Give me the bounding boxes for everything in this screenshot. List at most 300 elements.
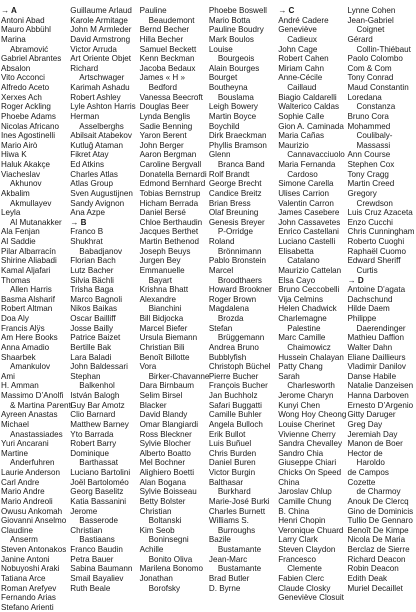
index-entry: Pablo Bronstein [208,256,267,266]
index-entry: Claude Closky [278,583,331,593]
index-entry: Roberto Cuoghi [347,237,405,246]
index-entry: Eliane Daillieurs [347,352,406,362]
index-entry: Candice Breitz [208,188,262,198]
index-entry: Emmanuelle [139,265,185,275]
index-entry: Dara Birnbaum [139,381,195,391]
index-entry: Coulibaly- [356,131,393,141]
index-entry: Robert Cahen [278,54,329,64]
index-entry: Richard Deacon [347,554,406,564]
index-entry: James « H » [139,73,186,83]
index-entry: Marco Bagnoli [70,294,123,304]
index-entry: Jean-Marc [208,554,248,564]
index-entry: Matthew Barney [70,419,129,429]
index-entry: Com & Com [347,63,392,73]
index-entry: Boychild [208,121,240,131]
index-entry: Dirk Braeckman [208,131,267,141]
letter-heading: → B [70,217,87,227]
index-entry: Francis Alÿs [1,323,45,333]
index-entry: Phoebe Adams [1,111,56,121]
index-entry: Vora [139,362,157,372]
index-entry: James Casebere [278,208,340,218]
index-entry: Selim Birsel [139,391,183,400]
index-entry: Sabina Baumann [70,564,133,574]
index-entry: Walterico Caldas [278,102,340,112]
index-entry: Charles Atlas [70,169,118,179]
index-entry: Vanessa Beecroft [139,92,203,102]
index-entry: Christian [139,506,172,516]
index-entry: Bedford [148,83,177,92]
index-entry: John Cassavetes [278,217,341,227]
index-entry: Broodthaers [217,275,262,285]
index-entry: Elisabetta [278,246,314,256]
index-entry: Nobuyoshi Araki [1,564,60,574]
index-entry: Oscar Bailliff [70,314,116,323]
index-entry: Sadie Benning [139,121,193,131]
index-entry: Vladimir Danilov [347,362,406,372]
index-column-5 [278,6,346,603]
index-entry: Stephen Cox [347,160,395,169]
index-entry: Aaron Bergman [139,150,197,160]
index-entry: Josse Bailly [70,323,114,333]
index-entry: Bruno Cora [347,111,389,121]
index-entry: Shirine Aliabadi [1,256,57,266]
index-entry: Stephan [70,371,101,381]
letter-heading: → D [347,275,364,285]
index-entry: Mohammed [347,121,391,131]
index-entry: Martine [1,448,28,458]
index-entry: Bourget [208,73,238,83]
index-entry: Enrico Castellani [278,227,339,237]
index-entry: Karimah Ashadu [70,83,130,92]
index-entry: Williams S. [208,516,249,526]
index-entry: Sophie Calle [278,111,325,121]
index-entry: Marc Camille [278,333,326,343]
index-column-1 [1,6,73,612]
index-entry: Antoine D’agata [347,285,406,295]
index-entry: Greg Day [347,419,383,429]
index-entry: Wong Hoy Cheong [278,410,347,420]
index-entry: Robert Altman [1,304,53,314]
index-entry: Lynda Benglis [139,111,191,121]
index-entry: Maria Cañas [278,131,325,141]
index-entry: Katia Bassanini [70,496,127,506]
index-entry: Massimo D’Anolfi [1,391,64,400]
index-entry: John Berger [139,140,184,150]
index-entry: Thomas [1,275,31,285]
index-entry: Pauline [139,6,167,15]
index-entry: Alain Bourges [208,63,260,73]
index-entry: Bertille Bak [70,342,112,352]
index-entry: Bustamante [217,545,262,554]
index-entry: Larry Clark [278,535,318,545]
index-entry: Hussein Chalayan [278,352,344,362]
index-entry: Simone Carella [278,179,334,189]
index-entry: Burroughs [217,525,256,535]
index-entry: Florian Bach [70,256,116,266]
letter-heading: → C [278,6,295,15]
index-entry: Shaarbek [1,352,36,362]
index-entry: Sandro Chia [278,448,324,458]
index-entry: Allen Harris [10,285,52,295]
index-entry: Roland [208,237,235,246]
index-entry: Sandy Avignon [70,198,125,208]
index-entry: Constanza [356,102,396,112]
index-entry: Crewdson [356,198,393,208]
index-entry: Yaron Berent [139,131,187,141]
index-entry: Loredana [347,92,382,102]
index-entry: Valentin Carron [278,198,334,208]
index-entry: Olaf Breuning [208,208,259,218]
index-entry: Francesco [278,554,316,564]
index-entry: Daniel Bersé [139,208,186,218]
index-entry: Chaimowicz [287,342,331,352]
index-entry: Mario Botta [208,15,251,25]
index-column-4 [209,6,277,593]
index-entry: Claudine [1,525,33,535]
index-entry: David Armstrong [70,34,131,44]
index-entry: Angela Bulloch [208,419,263,429]
index-entry: Jerome Charyn [278,391,334,400]
index-entry: Gitty Daruger [347,410,396,420]
index-entry: Christian Bili [139,342,185,352]
index-entry: Guy Bar Amotz [70,400,125,410]
index-entry: Abilsait Atabekov [70,131,132,141]
index-entry: Lynne Cohen [347,6,396,15]
index-entry: Cannavacciuolo [287,150,345,160]
index-entry: Cozette [347,477,376,487]
index-entry: Veronique Chuard [278,525,344,535]
index-entry: Trisha Baga [70,285,114,295]
index-entry: Walter Dahn [347,342,393,352]
index-entry: Haluk Akakçe [1,160,51,169]
index-entry: Bastiaans [79,535,115,545]
index-entry: Alfredo Aceto [1,83,50,92]
index-entry: David Blandy [139,410,188,420]
index-entry: Edward Sheriff [347,256,401,266]
index-entry: Gion A. Caminada [278,121,344,131]
index-entry: Anouk De Clercq [347,496,409,506]
index-entry: Jerome [70,506,98,516]
index-entry: Yuri Ancarani [1,439,49,449]
index-entry: Ami [1,371,15,381]
index-entry: Martin Bethenod [139,237,199,246]
index-entry: Brüggemann [217,333,265,343]
index-entry: Louise Cherinet [278,419,335,429]
index-entry: Lutz Bacher [70,265,114,275]
index-entry: Natalie Danzeisen [347,381,414,391]
index-entry: Burkhard [217,487,251,497]
index-entry: Luis Cruz Azaceta [347,208,413,218]
index-entry: Bouslama [217,92,254,102]
index-entry: Genesis Breyer [208,217,265,227]
index-entry: Marilena Bonomo [139,564,204,574]
index-entry: Donatella Bernardi [139,169,207,179]
index-entry: Georg Baselitz [70,487,124,497]
index-entry: Karole Armitage [70,15,128,25]
index-entry: Pierre Bucher [208,371,259,381]
index-entry: Roman Arefyev [1,583,57,593]
index-entry: Daerendinger [356,323,406,333]
index-entry: Pilar Albarracín [1,246,56,256]
index-entry: Brian Bress [208,198,251,208]
index-entry: Herman [70,111,100,121]
index-entry: John Cage [278,44,318,54]
index-entry: Jean-Gabriel [347,15,394,25]
index-entry: Safari Buggatti [208,400,262,410]
index-entry: Joël Bartoloméo [70,477,129,487]
index-entry: Robert Barry [70,439,117,449]
index-entry: Alberto Boatto [139,448,191,458]
index-entry: Jan Buchholz [208,391,258,400]
index-entry: Abramović [10,44,49,54]
index-entry: Gérard [347,34,373,44]
index-entry: Tony Cragg [347,169,389,179]
index-entry: Caroline Bergvall [139,160,202,169]
index-entry: Jaroslav Chlup [278,487,332,497]
index-entry: Hicham Berrada [139,198,199,208]
index-entry: Basma Alsharif [1,294,55,304]
index-entry: Barthassat [79,458,118,468]
index-entry: Nicolas Africano [1,121,60,131]
index-entry: Hilla Becher [139,34,184,44]
index-entry: Mark Boulos [208,34,254,44]
index-entry: Artschwager [79,73,125,83]
index-entry: Magdalena [208,304,249,314]
index-entry: Phyllis Bramson [208,140,267,150]
index-entry: Phoebe Boswell [208,6,267,15]
index-entry: Charlesworth [287,381,335,391]
index-entry: Maurizio [278,140,309,150]
index-entry: Elsa Cayo [278,275,316,285]
index-entry: Miriam Cahn [278,63,325,73]
index-entry: Roger Brown [208,294,257,304]
index-entry: Bill Bidjocka [139,314,184,323]
index-entry: Ross Bleckner [139,429,192,439]
index-entry: Beaudemont [148,15,195,25]
index-entry: Martin Boyce [208,111,257,121]
index-entry: Tony Conrad [347,73,394,83]
index-entry: Akbalim [1,188,30,198]
index-entry: Maud Constantin [347,83,409,92]
index-entry: Ernesto D’Argenio [347,400,414,410]
index-entry: Patty Chang [278,362,323,372]
index-entry: Kutluğ Ataman [70,140,123,150]
index-entry: Camille Buhler [208,410,262,420]
index-entry: Tobias Bernstrup [139,188,201,198]
index-entry: Michael [1,419,29,429]
index-entry: Louise [208,44,233,54]
index-entry: Bazile [208,535,231,545]
index-entry: Kamal Aljafari [1,265,51,275]
index-entry: Geneviève [278,25,317,35]
index-entry: Akmullayev [10,198,52,208]
index-entry: China [278,477,300,487]
index-entry: Ed Atkins [70,160,105,169]
index-entry: Rolf Brandt [208,169,250,179]
index-entry: Franco Baudin [70,545,123,554]
letter-heading: → A [1,6,17,15]
index-entry: Maria Fernanda [278,160,336,169]
index-entry: Silvia Bächli [70,275,114,285]
index-entry: Anastassiades [10,429,63,439]
index-entry: Bustamante [217,564,262,574]
index-entry: Luciano Bartolini [70,468,131,477]
index-entry: Chloe Berthaudin [139,217,203,227]
index-entry: Fabien Clerc [278,573,325,583]
index-entry: Anserm [10,535,38,545]
index-entry: Luciano Castelli [278,237,336,246]
index-entry: Victor Arruda [70,44,117,54]
index-entry: Raphaël Cuomo [347,246,406,256]
index-entry: Gregory [347,188,377,198]
index-entry: Jurgen Bey [139,256,181,266]
index-entry: Brönnimann [217,246,262,256]
index-column-2 [70,6,138,593]
index-entry: Collin-Thiébaut [356,44,411,54]
index-entry: John Baldessari [70,362,128,372]
index-entry: Marcel Biefer [139,323,188,333]
index-entry: Brozda [217,314,244,323]
index-entry: Steven Claydon [278,545,336,554]
index-entry: Fikret Atay [70,150,109,160]
index-entry: Marcel [208,265,234,275]
index-entry: Roger Ackling [1,102,51,112]
index-entry: Dachschund [347,294,393,304]
index-entry: Tullio De Gennaro [347,516,413,526]
index-entry: Mauro Abbühl [1,25,51,35]
index-entry: Betty Bolster [139,496,186,506]
index-entry: Balkenhol [79,381,115,391]
index-entry: Bayart [148,275,172,285]
index-entry: Alexandre [139,294,177,304]
index-entry: Giuseppe Chiari [278,458,337,468]
index-entry: Geneviève Closuit [278,593,344,603]
index-entry: Akhunov [10,179,42,189]
index-entry: Kunyi Chen [278,400,321,410]
index-entry: Erik Bullot [208,429,246,439]
index-entry: Art Oriente Objet [70,54,132,64]
index-entry: Vito Acconci [1,73,45,83]
index-entry: Balthasar [208,477,244,487]
index-entry: Jacques Berthet [139,227,199,237]
index-entry: Absalon [1,63,31,73]
index-entry: Blacker [139,400,167,410]
index-entry: de Campos [347,468,389,477]
index-entry: Hanna Darboven [347,391,409,400]
index-entry: Krishna Bhatt [139,285,189,295]
index-entry: Achille [139,545,164,554]
index-entry: Vija Celmins [278,294,324,304]
index-entry: Jacoba Bedaux [139,63,196,73]
index-entry: Laurie Anderson [1,468,60,477]
index-entry: Anderfuhren [10,458,55,468]
index-entry: Babadjanov [79,246,123,256]
index-entry: Cardoso [287,169,318,179]
index-entry: Sandra Chevalley [278,439,343,449]
index-entry: Victor Burgin [208,468,256,477]
index-entry: Philippe [347,314,377,323]
index-entry: Enzo Cucchi [347,217,393,227]
index-entry: Henri Chopin [278,516,326,526]
index-entry: Lara Baladi [70,352,112,362]
index-entry: Anne-Cécile [278,73,323,83]
index-entry: Brad Butler [208,573,250,583]
index-entry: Gabriel Abrantes [1,54,62,64]
index-entry: Mario Andre [1,487,45,497]
index-entry: Smail Bayaliev [70,573,124,583]
index-entry: Mathieu Daffion [347,333,405,343]
index-entry: H. Amman [1,381,39,391]
index-entry: Nicola De Maria [347,535,406,545]
index-entry: Stefano Arienti [1,602,54,612]
index-entry: Branca Band [217,160,265,169]
index-entry: Janine Antoni [1,554,50,564]
index-entry: Leyla [1,208,21,218]
index-column-3 [140,6,208,593]
index-entry: Curtis [356,265,378,275]
index-entry: Robin Deacon [347,564,399,574]
index-entry: Marie-José Burki [208,496,270,506]
index-entry: Charles Burnett [208,506,266,516]
index-entry: Xerxes Ach [1,92,42,102]
index-entry: Richard [70,63,99,73]
index-entry: Massassi [356,140,391,150]
index-entry: Chris Burden [208,448,257,458]
index-entry: Antoni Abad [1,15,45,25]
index-entry: Marina [1,34,26,44]
index-entry: Nikos Baikas [70,304,118,314]
index-entry: Christoph Büchel [208,362,271,372]
index-entry: Pauline Boudry [208,25,264,35]
index-entry: Coignet [356,25,385,35]
index-entry: Ursula Biemann [139,333,198,343]
index-entry: Kim Seob [139,525,175,535]
index-entry: Haroldo [356,458,385,468]
index-entry: Ana Azpe [70,208,105,218]
index-entry: Bubblyfish [208,352,247,362]
index-entry: B. China [278,506,310,516]
index-entry: Howard Brookner [208,285,272,295]
index-entry: Joseph Beuys [139,246,191,256]
index-entry: Caillaud [287,83,317,92]
index-entry: István Balogh [70,391,120,400]
index-entry: Al Saddie [1,237,36,246]
index-entry: Edith Deak [347,573,388,583]
index-entry: Sylvie Boisseau [139,487,197,497]
index-entry: & Martina Parenti [10,400,73,410]
index-entry: Andrea Bruno [208,342,259,352]
index-entry: Benoît De Kimpe [347,525,409,535]
index-entry: Robert Ashley [70,92,121,102]
index-entry: Biagio Caldarelli [278,92,337,102]
index-entry: de Charmoy [356,487,401,497]
index-entry: Danse Habile [347,371,397,381]
index-entry: Chris Cunningham [347,227,415,237]
index-entry: Gino de Dominicis [347,506,414,516]
index-entry: Boutheyna [208,83,248,92]
index-entry: Steven Antonakos [1,545,67,554]
index-entry: Martin Creed [347,179,395,189]
index-entry: Amankulov [10,362,51,372]
index-entry: Vivienne Cherry [278,429,336,439]
index-column-6 [348,6,416,593]
index-entry: Ayreen Anastas [1,410,58,420]
index-entry: Glenn [208,150,231,160]
index-entry: Carl Andre [1,477,40,487]
index-entry: John M Armleder [70,25,132,35]
index-entry: Mario Andreoli [1,496,53,506]
index-entry: Basserode [79,516,118,526]
